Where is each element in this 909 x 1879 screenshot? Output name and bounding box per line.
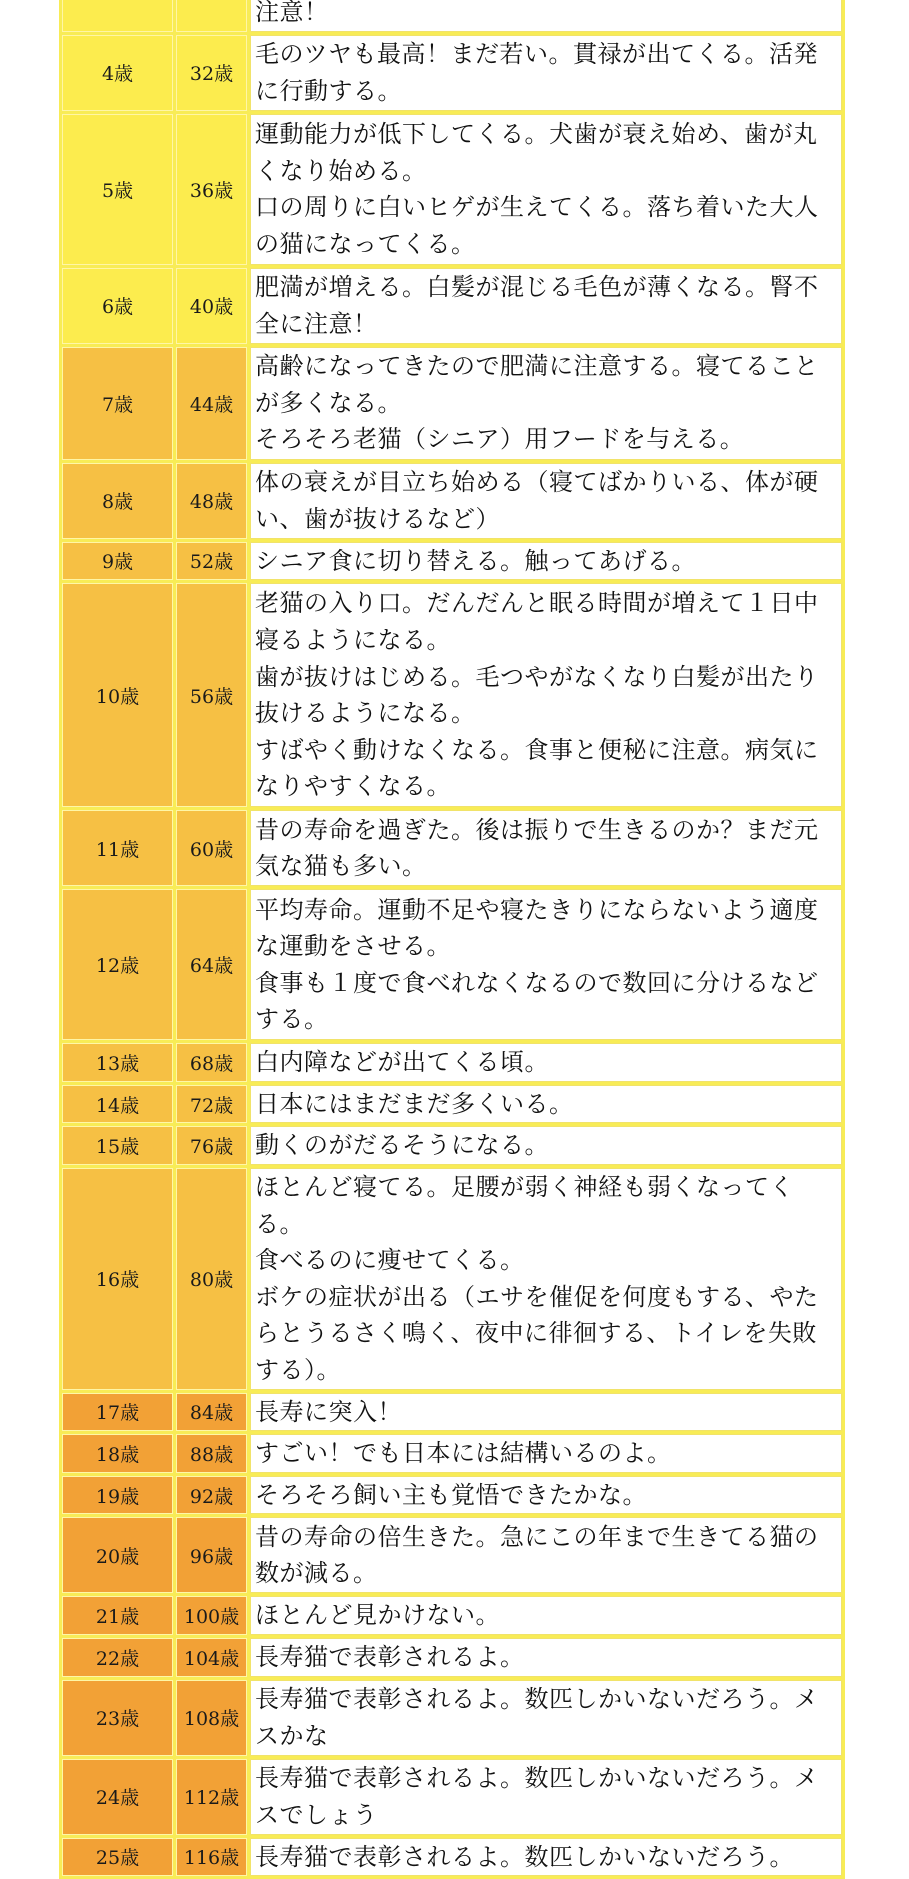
description-line: 長寿に突入！ <box>255 1397 402 1426</box>
table-row <box>62 1476 842 1515</box>
description-line: 肥満が増える。白髪が混じる毛色が薄くなる。腎不全に注意！ <box>255 273 819 338</box>
cat-age-cell: 22歳 <box>62 1638 173 1677</box>
description-line: 運動能力が低下してくる。犬歯が衰え始め、歯が丸くなり始める。 <box>255 119 818 185</box>
description-cell <box>250 1043 842 1082</box>
human-age-cell: 100歳 <box>176 1596 247 1635</box>
description-cell <box>250 1168 842 1390</box>
table-row <box>62 1393 842 1432</box>
table-row <box>62 1517 842 1593</box>
cat-age-cell: 16歳 <box>62 1168 173 1390</box>
description-line: そろそろ飼い主も覚悟できたかな。 <box>255 1480 647 1509</box>
cat-age-cell: 15歳 <box>62 1126 173 1165</box>
table-row <box>62 35 842 111</box>
cat-age-cell: 10歳 <box>62 583 173 807</box>
description-cell <box>250 1085 842 1124</box>
human-age-cell: 40歳 <box>176 268 247 344</box>
description-line: 白内障などが出てくる頃。 <box>255 1048 549 1077</box>
description-cell <box>250 1638 842 1677</box>
human-age-cell: 96歳 <box>176 1517 247 1593</box>
table-row <box>62 463 842 539</box>
description-line: 食べるのに痩せてくる。 <box>255 1246 525 1275</box>
human-age-cell: 116歳 <box>176 1838 247 1877</box>
description-line: 長寿猫で表彰されるよ。数匹しかいないだろう。 <box>255 1842 794 1871</box>
description-line: 昔の寿命を過ぎた。後は振りで生きるのか？まだ元気な猫も多い。 <box>255 815 819 881</box>
description-line: 口の周りに白いヒゲが生えてくる。落ち着いた大人の猫になってくる。 <box>255 193 819 258</box>
table-row <box>62 1838 842 1877</box>
table-body <box>62 0 842 1876</box>
description-line: 長寿猫で表彰されるよ。 <box>255 1642 525 1671</box>
table-row <box>62 268 842 344</box>
cat-age-cell: 17歳 <box>62 1393 173 1432</box>
description-cell <box>250 347 842 460</box>
cat-age-cell: 9歳 <box>62 542 173 581</box>
human-age-cell: 52歳 <box>176 542 247 581</box>
description-cell <box>250 463 842 539</box>
cat-age-cell: 12歳 <box>62 889 173 1040</box>
description-line: すごい！でも日本には結構いるのよ。 <box>255 1439 672 1468</box>
description-line: 注意！ <box>255 0 329 26</box>
description-line: 体の衰えが目立ち始める（寝てばかりいる、体が硬い、歯が抜けるなど） <box>255 468 819 533</box>
table-row <box>62 542 842 581</box>
description-line: 昔の寿命の倍生きた。急にこの年まで生きてる猫の数が減る。 <box>255 1522 819 1588</box>
description-line: 高齢になってきたので肥満に注意する。寝てることが多くなる。 <box>255 352 819 417</box>
description-cell <box>250 268 842 344</box>
human-age-cell: 108歳 <box>176 1680 247 1756</box>
human-age-cell: 92歳 <box>176 1476 247 1515</box>
cat-age-cell: 24歳 <box>62 1759 173 1835</box>
human-age-cell: 84歳 <box>176 1393 247 1432</box>
description-line: 日本にはまだまだ多くいる。 <box>255 1089 574 1118</box>
description-line: ほとんど見かけない。 <box>255 1601 500 1630</box>
human-age-cell: 68歳 <box>176 1043 247 1082</box>
table-row <box>62 889 842 1040</box>
description-cell <box>250 0 842 32</box>
human-age-cell: 64歳 <box>176 889 247 1040</box>
description-cell <box>250 1517 842 1593</box>
description-cell <box>250 1434 842 1473</box>
description-line: 歯が抜けはじめる。毛つやがなくなり白髪が出たり抜けるようになる。 <box>255 662 819 728</box>
table-row <box>62 810 842 886</box>
table-row <box>62 0 842 32</box>
cat-age-cell: 25歳 <box>62 1838 173 1877</box>
description-line: 毛のツヤも最高！まだ若い。貫禄が出てくる。活発に行動する。 <box>255 40 819 105</box>
table-row <box>62 583 842 807</box>
description-cell <box>250 35 842 111</box>
human-age-cell: 80歳 <box>176 1168 247 1390</box>
cat-age-cell: 7歳 <box>62 347 173 460</box>
description-line: 長寿猫で表彰されるよ。数匹しかいないだろう。メスかな <box>255 1684 819 1750</box>
cat-age-table <box>59 0 845 1879</box>
description-cell <box>250 1680 842 1756</box>
human-age-cell: 44歳 <box>176 347 247 460</box>
description-line: 動くのがだるそうになる。 <box>255 1131 549 1160</box>
description-cell <box>250 1596 842 1635</box>
cat-age-cell: 14歳 <box>62 1085 173 1124</box>
description-cell <box>250 583 842 807</box>
cat-age-cell: 19歳 <box>62 1476 173 1515</box>
human-age-cell: 104歳 <box>176 1638 247 1677</box>
cat-age-cell: 8歳 <box>62 463 173 539</box>
description-line: そろそろ老猫（シニア）用フードを与える。 <box>255 425 745 454</box>
cat-age-cell: 18歳 <box>62 1434 173 1473</box>
cat-age-cell: 21歳 <box>62 1596 173 1635</box>
human-age-cell <box>176 0 247 32</box>
cat-age-cell: 23歳 <box>62 1680 173 1756</box>
cat-age-cell: 13歳 <box>62 1043 173 1082</box>
table-row <box>62 1680 842 1756</box>
table-row <box>62 1168 842 1390</box>
description-cell <box>250 1759 842 1835</box>
cat-age-cell: 5歳 <box>62 114 173 265</box>
human-age-cell: 36歳 <box>176 114 247 265</box>
human-age-cell: 88歳 <box>176 1434 247 1473</box>
description-line: ボケの症状が出る（エサを催促を何度もする、やたらとうるさく鳴く、夜中に徘徊する、トイレを失敗する）。 <box>255 1282 819 1384</box>
cat-age-cell: 20歳 <box>62 1517 173 1593</box>
description-line: ほとんど寝てる。足腰が弱く神経も弱くなってくる。 <box>255 1172 794 1238</box>
cat-age-cell <box>62 0 173 32</box>
human-age-cell: 60歳 <box>176 810 247 886</box>
description-line: 平均寿命。運動不足や寝たきりにならないよう適度な運動をさせる。 <box>255 895 819 961</box>
cat-age-cell: 11歳 <box>62 810 173 886</box>
cat-age-cell: 4歳 <box>62 35 173 111</box>
description-cell <box>250 1126 842 1165</box>
human-age-cell: 112歳 <box>176 1759 247 1835</box>
human-age-cell: 56歳 <box>176 583 247 807</box>
table-row <box>62 1596 842 1635</box>
description-cell <box>250 542 842 581</box>
table-row <box>62 1085 842 1124</box>
description-cell <box>250 889 842 1040</box>
description-line: シニア食に切り替える。触ってあげる。 <box>255 546 696 575</box>
human-age-cell: 76歳 <box>176 1126 247 1165</box>
description-cell <box>250 114 842 265</box>
human-age-cell: 72歳 <box>176 1085 247 1124</box>
table-row <box>62 347 842 460</box>
table-row <box>62 1638 842 1677</box>
description-cell <box>250 1476 842 1515</box>
table-row <box>62 114 842 265</box>
human-age-cell: 48歳 <box>176 463 247 539</box>
description-line: 食事も１度で食べれなくなるので数回に分けるなどする。 <box>255 968 819 1034</box>
table-row <box>62 1043 842 1082</box>
description-cell <box>250 1393 842 1432</box>
human-age-cell: 32歳 <box>176 35 247 111</box>
table-row <box>62 1126 842 1165</box>
table-row <box>62 1759 842 1835</box>
description-line: 老猫の入り口。だんだんと眠る時間が増えて１日中寝るようになる。 <box>255 589 819 654</box>
description-line: すばやく動けなくなる。食事と便秘に注意。病気になりやすくなる。 <box>255 735 819 801</box>
description-cell <box>250 810 842 886</box>
description-cell <box>250 1838 842 1877</box>
description-line: 長寿猫で表彰されるよ。数匹しかいないだろう。メスでしょう <box>255 1763 819 1829</box>
cat-age-cell: 6歳 <box>62 268 173 344</box>
table-row <box>62 1434 842 1473</box>
